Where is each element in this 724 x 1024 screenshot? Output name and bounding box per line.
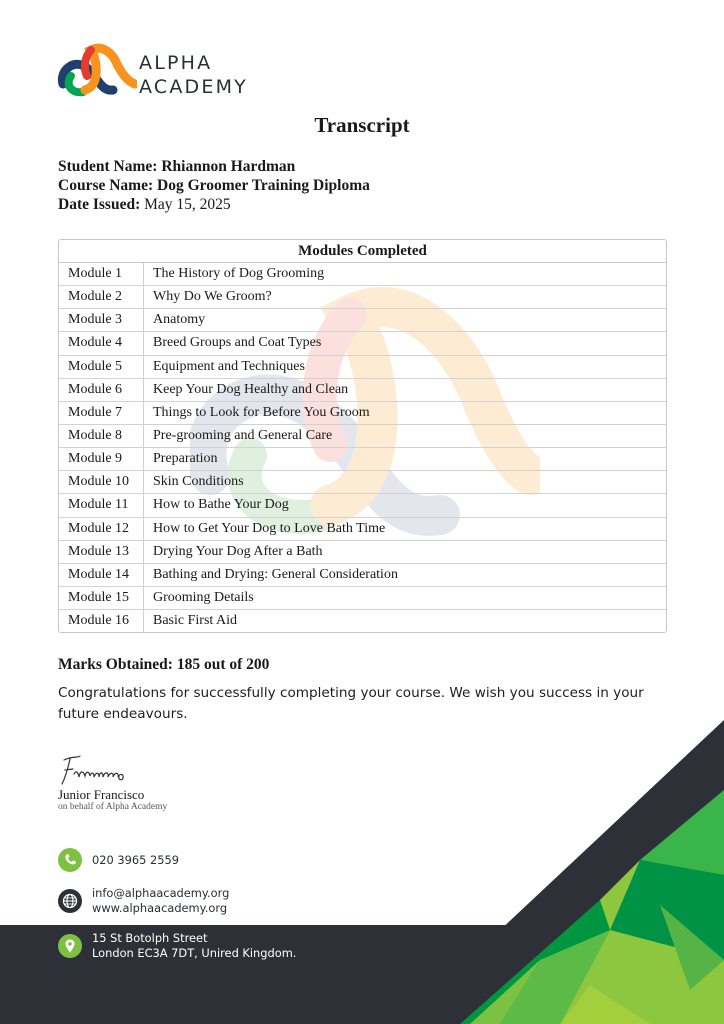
table-row	[59, 424, 666, 447]
module-title: How to Get Your Dog to Love Bath Time	[144, 517, 667, 540]
module-number: Module 1	[59, 263, 144, 286]
table-row	[59, 540, 666, 563]
module-number: Module 12	[59, 517, 144, 540]
brand-line-1: ALPHA	[139, 52, 213, 74]
address-line-1: 15 St Botolph Street	[92, 931, 208, 945]
table-row	[59, 586, 666, 609]
table-row	[59, 286, 666, 309]
module-title: Preparation	[144, 448, 667, 471]
marks-obtained: Marks Obtained: 185 out of 200	[58, 656, 270, 673]
table-row	[59, 263, 666, 286]
module-title: Keep Your Dog Healthy and Clean	[144, 378, 667, 401]
module-number: Module 8	[59, 424, 144, 447]
module-number: Module 9	[59, 448, 144, 471]
table-row	[59, 448, 666, 471]
table-row	[59, 563, 666, 586]
module-number: Module 16	[59, 610, 144, 633]
module-title: The History of Dog Grooming	[153, 266, 325, 282]
infinity-logo-icon	[57, 40, 137, 104]
module-title: Bathing and Drying: General Consideration	[144, 563, 667, 586]
student-name-label: Student Name:	[58, 158, 158, 175]
location-pin-icon	[58, 934, 82, 958]
table-row	[59, 355, 666, 378]
module-title: Why Do We Groom?	[144, 286, 667, 309]
module-title: Basic First Aid	[144, 610, 667, 633]
module-title: Pre-grooming and General Care	[144, 424, 667, 447]
congratulations-message: Congratulations for successfully completing your course. We wish you success in your future endeavours.	[58, 685, 644, 722]
student-name-line	[58, 157, 295, 176]
module-title: Things to Look for Before You Groom	[144, 401, 667, 424]
alpha-academy-logo	[57, 40, 257, 104]
module-title: Anatomy	[144, 309, 667, 332]
module-title: Drying Your Dog After a Bath	[144, 540, 667, 563]
module-number: Module 10	[59, 471, 144, 494]
email-link[interactable]: info@alphaacademy.org	[92, 886, 230, 900]
page-title: Transcript	[314, 113, 410, 137]
website-link[interactable]: www.alphaacademy.org	[92, 901, 228, 915]
table-row	[59, 471, 666, 494]
course-name-label: Course Name:	[58, 177, 154, 194]
globe-icon	[58, 889, 82, 913]
phone-icon	[58, 848, 82, 872]
date-issued-line	[58, 195, 231, 214]
table-row	[59, 309, 666, 332]
module-number: Module 15	[59, 586, 144, 609]
table-row	[59, 332, 666, 355]
date-issued-label: Date Issued:	[58, 196, 141, 213]
course-name-value: Dog Groomer Training Diploma	[157, 177, 370, 194]
address-line-2: London EC3A 7DT, Unired Kingdom.	[92, 946, 297, 960]
module-number: Module 5	[59, 355, 144, 378]
module-title: How to Bathe Your Dog	[144, 494, 667, 517]
module-title: Grooming Details	[144, 586, 667, 609]
module-number: Module 7	[59, 401, 144, 424]
module-number: Module 3	[59, 309, 144, 332]
signer-role: on behalf of Alpha Academy	[58, 802, 168, 812]
table-row	[59, 401, 666, 424]
table-header: Modules Completed	[59, 240, 666, 263]
date-issued-value: May 15, 2025	[144, 196, 231, 213]
module-number: Module 2	[59, 286, 144, 309]
table-row	[59, 517, 666, 540]
module-title: Equipment and Techniques	[144, 355, 667, 378]
phone-number: 020 3965 2559	[92, 853, 179, 867]
table-row	[59, 494, 666, 517]
student-name-value: Rhiannon Hardman	[161, 158, 296, 175]
module-number: Module 14	[59, 563, 144, 586]
table-row	[59, 610, 666, 633]
table-row	[59, 378, 666, 401]
module-number: Module 11	[59, 494, 144, 517]
handwritten-signature	[58, 752, 138, 792]
module-number: Module 13	[59, 540, 144, 563]
modules-table	[58, 239, 667, 633]
module-number: Module 4	[59, 332, 144, 355]
course-name-line	[58, 176, 370, 195]
module-title: Breed Groups and Coat Types	[144, 332, 667, 355]
module-number: Module 6	[59, 378, 144, 401]
brand-line-2: ACADEMY	[139, 76, 248, 98]
signer-name: Junior Francisco	[58, 787, 145, 802]
module-title: Skin Conditions	[144, 471, 667, 494]
